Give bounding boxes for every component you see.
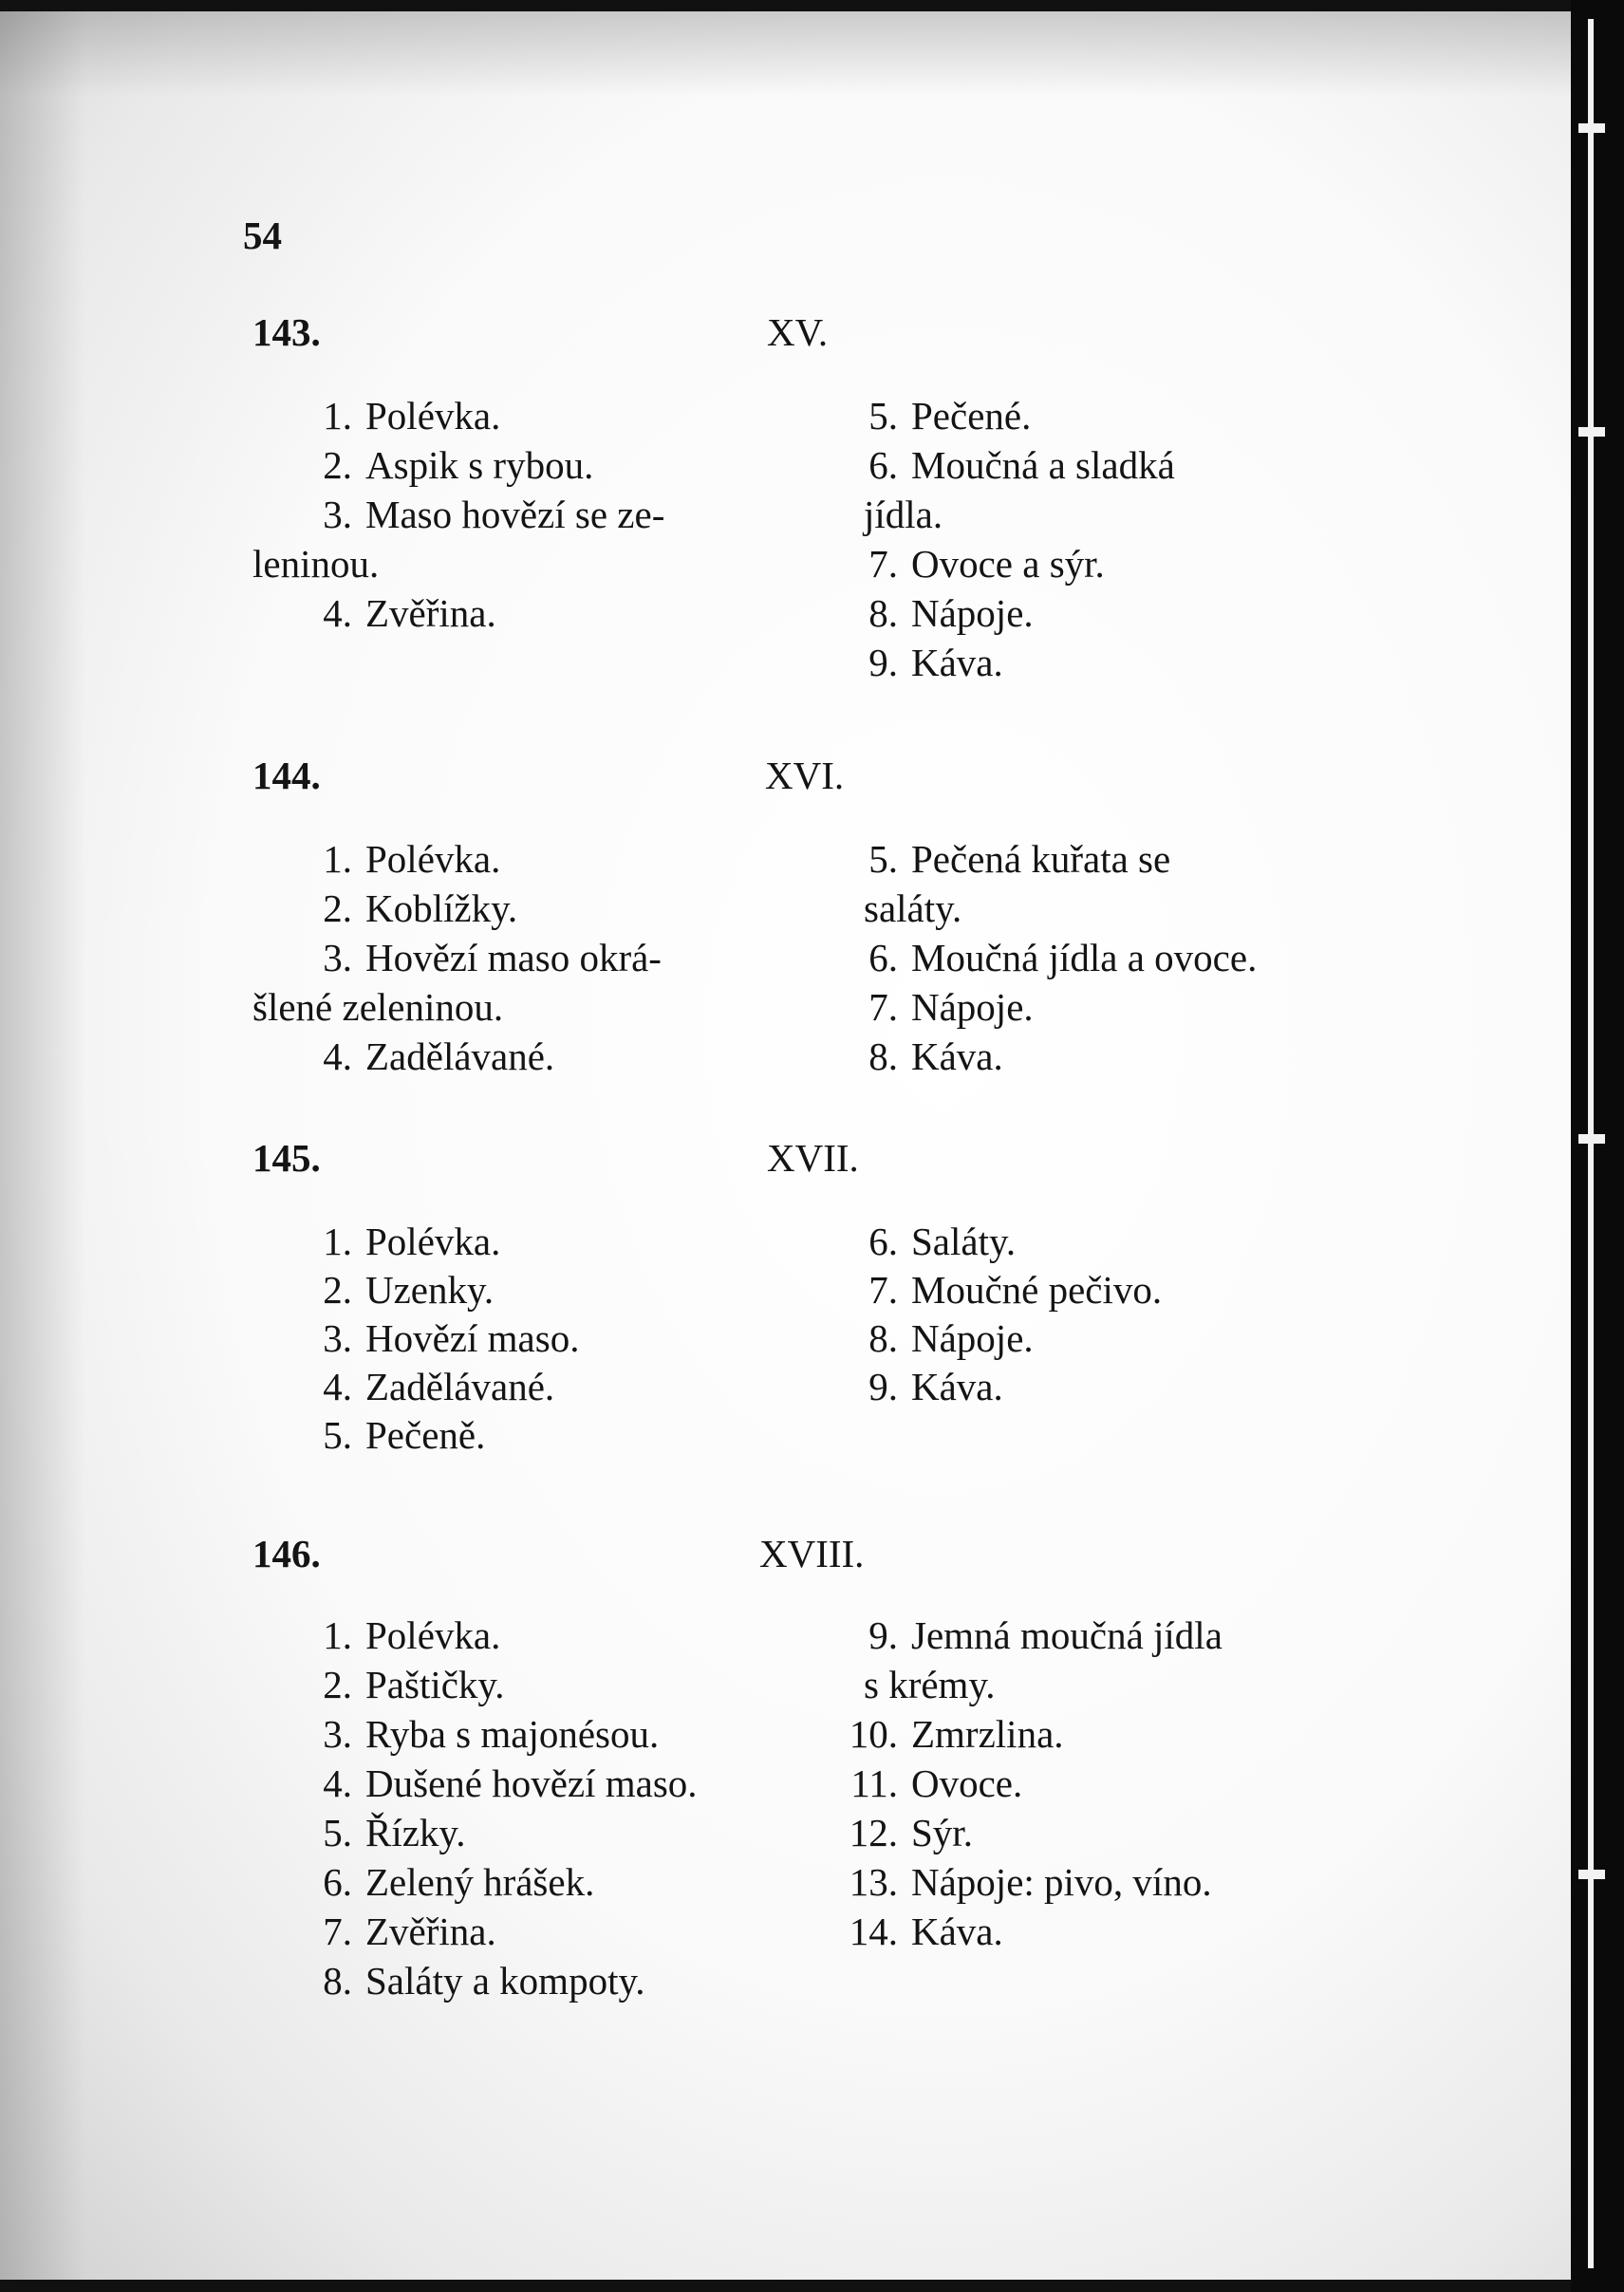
menu-item xyxy=(845,837,1171,881)
menu-item-number: 7. xyxy=(868,542,898,586)
page-number: 54 xyxy=(243,214,282,257)
menu-item-number: 6. xyxy=(868,1220,898,1263)
menu-item-text: Koblížky. xyxy=(365,886,518,930)
menu-item-number: 13. xyxy=(849,1860,898,1904)
menu-item-text: Moučné pečivo. xyxy=(911,1268,1163,1312)
menu-item-text: Zvěřina. xyxy=(365,591,496,635)
menu-number: 144. xyxy=(252,754,321,797)
menu-item xyxy=(299,837,501,881)
menu-roman-numeral: XVIII. xyxy=(759,1532,865,1575)
menu-item xyxy=(845,591,1034,635)
menu-item-text: Dušené hovězí maso. xyxy=(365,1761,698,1805)
menu-item-text: Ovoce a sýr. xyxy=(911,542,1105,586)
menu-item-text: Zmrzlina. xyxy=(911,1712,1064,1756)
menu-item xyxy=(299,1365,555,1408)
menu-item xyxy=(845,1811,973,1854)
menu-item-number: 6. xyxy=(868,443,898,487)
menu-item xyxy=(845,1222,1016,1261)
menu-number: 143. xyxy=(252,310,321,354)
menu-item xyxy=(299,1034,555,1078)
menu-item-number: 3. xyxy=(323,936,352,979)
menu-item-text: Nápoje. xyxy=(911,1316,1034,1360)
menu-item-number: 5. xyxy=(323,1811,352,1854)
menu-item-number: 8. xyxy=(868,591,898,635)
binding-mark xyxy=(1578,1134,1605,1144)
menu-item-text: Káva. xyxy=(911,1365,1003,1408)
menu-item xyxy=(299,886,518,930)
menu-item-text: Paštičky. xyxy=(365,1663,505,1706)
binding-mark xyxy=(1578,427,1605,437)
menu-item-text: Jemná moučná jídla xyxy=(911,1613,1223,1657)
menu-item-text: s krémy. xyxy=(864,1663,996,1706)
menu-item-number: 2. xyxy=(323,1663,352,1706)
menu-item xyxy=(299,1912,496,1951)
menu-item-text: leninou. xyxy=(252,542,380,586)
menu-item xyxy=(864,1663,996,1706)
menu-item xyxy=(845,1761,1023,1805)
menu-item xyxy=(299,443,594,487)
menu-item xyxy=(299,591,496,635)
menu-item-number: 1. xyxy=(323,837,352,881)
menu-item-text: Káva. xyxy=(911,1034,1003,1078)
menu-item xyxy=(299,1761,698,1805)
menu-item-number: 1. xyxy=(323,1613,352,1657)
binding-mark xyxy=(1578,123,1605,133)
menu-item-number: 1. xyxy=(323,394,352,438)
menu-roman-numeral: XVII. xyxy=(767,1136,859,1180)
menu-item-number: 4. xyxy=(323,1034,352,1078)
menu-item-text: Maso hovězí se ze- xyxy=(365,493,665,536)
menu-item xyxy=(845,394,1032,438)
menu-item-text: Zadělávané. xyxy=(365,1034,555,1078)
menu-item-text: Moučná a sladká xyxy=(911,443,1175,487)
binding-mark xyxy=(1578,1870,1605,1879)
menu-roman-numeral: XVI. xyxy=(765,754,845,797)
menu-item-text: Moučná jídla a ovoce. xyxy=(911,936,1258,979)
menu-item-text: Aspik s rybou. xyxy=(365,443,594,487)
menu-roman-numeral: XV. xyxy=(767,310,829,354)
menu-item-text: Sýr. xyxy=(911,1811,973,1854)
menu-item xyxy=(299,1222,500,1261)
menu-item-number: 7. xyxy=(868,985,898,1029)
menu-item-number: 8. xyxy=(868,1034,898,1078)
menu-item-text: Zelený hrášek. xyxy=(365,1860,595,1904)
menu-item-number: 5. xyxy=(868,837,898,881)
menu-item-text: Hovězí maso. xyxy=(365,1316,580,1360)
menu-item-number: 3. xyxy=(323,1712,352,1756)
menu-item xyxy=(864,886,962,930)
menu-item-number: 1. xyxy=(323,1220,352,1263)
menu-item-number: 12. xyxy=(849,1811,898,1854)
menu-item-text: saláty. xyxy=(864,886,962,930)
menu-item-text: Polévka. xyxy=(365,394,501,438)
menu-item xyxy=(299,1268,495,1312)
menu-number: 145. xyxy=(252,1136,321,1180)
page-shadow-top xyxy=(0,11,1571,97)
menu-item xyxy=(299,394,501,438)
menu-item-text: Káva. xyxy=(911,641,1003,684)
menu-item-text: Ryba s majonésou. xyxy=(365,1712,660,1756)
book-binding xyxy=(1571,0,1624,2292)
menu-item xyxy=(299,1413,486,1457)
menu-item-number: 7. xyxy=(323,1910,352,1953)
menu-item-number: 8. xyxy=(868,1316,898,1360)
menu-item-text: Nápoje. xyxy=(911,985,1034,1029)
menu-item-number: 2. xyxy=(323,1268,352,1312)
menu-item-number: 10. xyxy=(849,1712,898,1756)
menu-item xyxy=(252,985,504,1029)
menu-item xyxy=(845,1912,1003,1951)
menu-item xyxy=(845,1268,1163,1312)
menu-item-number: 14. xyxy=(849,1910,898,1953)
menu-item-number: 6. xyxy=(323,1860,352,1904)
menu-item-text: Polévka. xyxy=(365,1220,501,1263)
menu-item-text: Řízky. xyxy=(365,1811,466,1854)
menu-item xyxy=(252,542,380,586)
menu-item xyxy=(299,1712,660,1756)
menu-item-text: jídla. xyxy=(864,493,943,536)
menu-item-number: 9. xyxy=(868,1365,898,1408)
menu-item xyxy=(299,1613,501,1657)
menu-item-number: 2. xyxy=(323,443,352,487)
menu-item-number: 7. xyxy=(868,1268,898,1312)
menu-item xyxy=(864,495,943,534)
menu-item xyxy=(299,495,664,534)
menu-item xyxy=(845,643,1003,682)
menu-item-text: Nápoje: pivo, víno. xyxy=(911,1860,1212,1904)
binding-line xyxy=(1588,19,1594,2268)
menu-item xyxy=(845,1860,1212,1904)
menu-item-number: 2. xyxy=(323,886,352,930)
menu-item-text: Hovězí maso okrá- xyxy=(365,936,662,979)
menu-item-text: Káva. xyxy=(911,1910,1003,1953)
menu-item-text: Zadělávané. xyxy=(365,1365,555,1408)
menu-item-number: 3. xyxy=(323,493,352,536)
menu-item xyxy=(845,1034,1003,1078)
menu-item xyxy=(299,1811,466,1854)
menu-item xyxy=(299,936,662,979)
menu-item-text: Pečená kuřata se xyxy=(911,837,1171,881)
menu-item xyxy=(845,985,1034,1029)
menu-item-text: Saláty. xyxy=(911,1220,1017,1263)
menu-item-text: Polévka. xyxy=(365,837,501,881)
menu-item-number: 3. xyxy=(323,1316,352,1360)
menu-item xyxy=(845,936,1258,979)
menu-item xyxy=(845,542,1105,586)
menu-item xyxy=(299,1860,595,1904)
menu-item-text: Pečeně. xyxy=(365,1413,486,1457)
menu-item-number: 8. xyxy=(323,1959,352,2003)
menu-item-number: 5. xyxy=(323,1413,352,1457)
menu-number: 146. xyxy=(252,1532,321,1575)
menu-item-number: 9. xyxy=(868,641,898,684)
menu-item xyxy=(845,1316,1034,1360)
menu-item-text: Uzenky. xyxy=(365,1268,495,1312)
menu-item-number: 11. xyxy=(850,1761,898,1805)
menu-item xyxy=(299,1663,505,1706)
menu-item-number: 4. xyxy=(323,1761,352,1805)
menu-item xyxy=(845,1613,1223,1657)
menu-item xyxy=(845,1712,1064,1756)
menu-item-number: 4. xyxy=(323,1365,352,1408)
menu-item-number: 6. xyxy=(868,936,898,979)
menu-item xyxy=(845,443,1175,487)
menu-item xyxy=(845,1365,1003,1408)
menu-item xyxy=(299,1959,645,2003)
menu-item-text: šlené zeleninou. xyxy=(252,985,504,1029)
menu-item-text: Saláty a kompoty. xyxy=(365,1959,645,2003)
menu-item-text: Pečené. xyxy=(911,394,1032,438)
menu-item-number: 9. xyxy=(868,1613,898,1657)
menu-item-number: 4. xyxy=(323,591,352,635)
menu-item-text: Zvěřina. xyxy=(365,1910,496,1953)
page-shadow-left xyxy=(0,11,85,2280)
menu-item-text: Ovoce. xyxy=(911,1761,1023,1805)
menu-item-text: Nápoje. xyxy=(911,591,1034,635)
menu-item xyxy=(299,1316,580,1360)
menu-item-text: Polévka. xyxy=(365,1613,501,1657)
book-page xyxy=(0,11,1571,2280)
menu-item-number: 5. xyxy=(868,394,898,438)
